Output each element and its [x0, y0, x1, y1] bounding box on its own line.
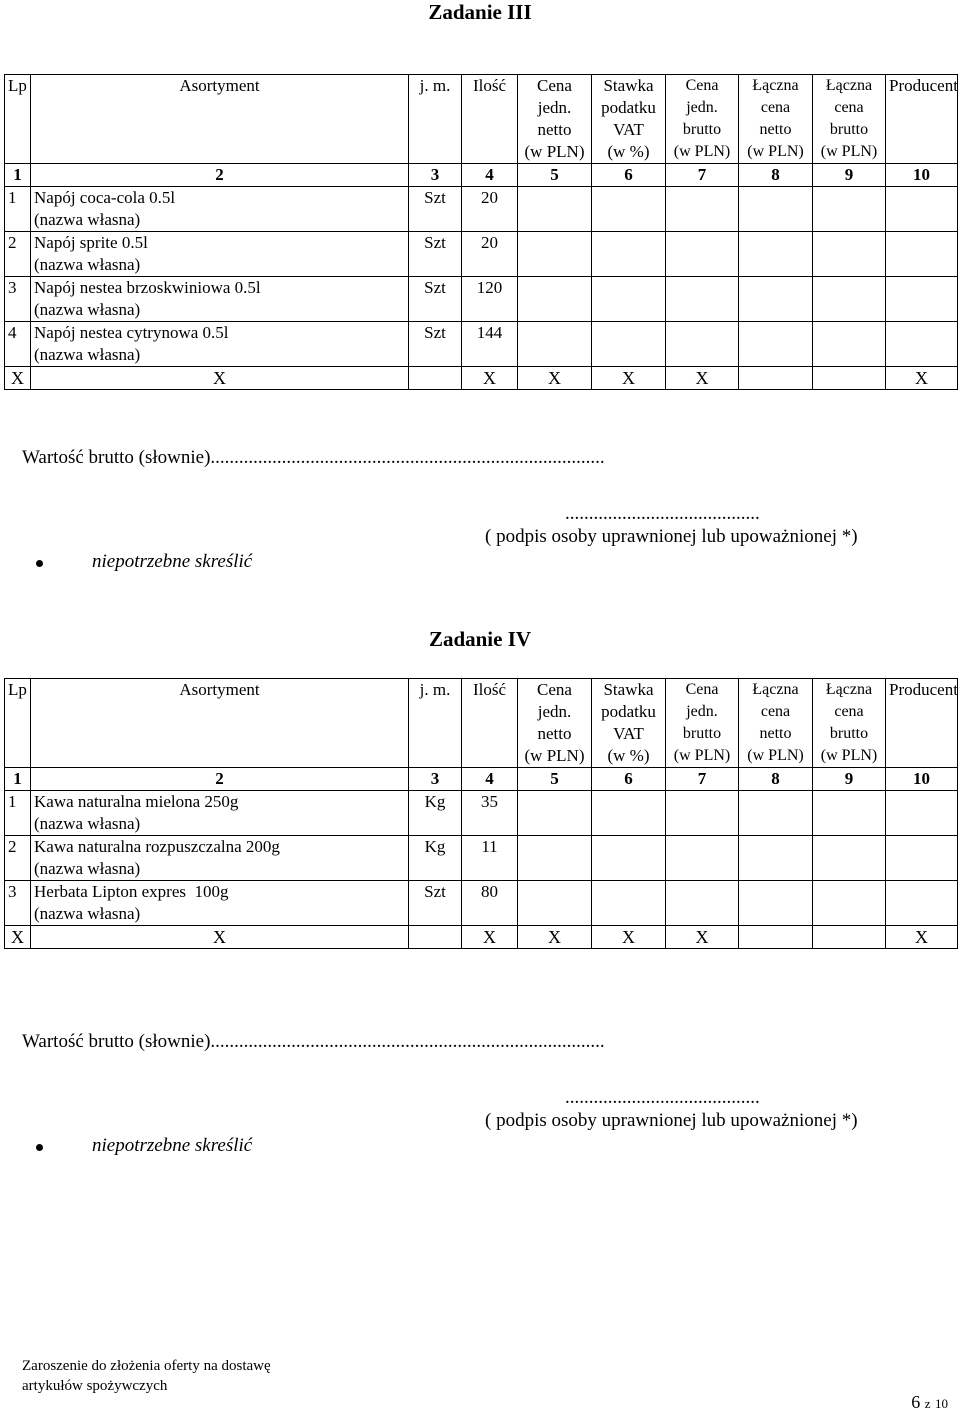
header-text: VAT: [613, 120, 644, 139]
header-text: podatku: [601, 98, 656, 117]
table-row: [5, 277, 958, 322]
row-product: [31, 791, 409, 836]
header-jm: j. m.: [409, 679, 462, 768]
header-text: (w PLN): [524, 142, 585, 161]
table-row: [5, 791, 958, 836]
row-product: [31, 277, 409, 322]
cell-empty: [813, 322, 886, 367]
bullet-icon: [36, 1144, 43, 1151]
cell-empty: [666, 836, 739, 881]
cell-empty: [813, 277, 886, 322]
cell-empty: [739, 367, 813, 390]
row-unit: Kg: [409, 791, 462, 836]
header-laczna-netto: [739, 75, 813, 164]
row-lp: 4: [5, 322, 31, 367]
page-separator: z: [924, 1396, 931, 1411]
table-header-row: [5, 679, 958, 768]
column-number: 10: [886, 164, 958, 187]
cell-empty: [409, 367, 462, 390]
column-number: 6: [592, 164, 666, 187]
header-laczna-brutto: [813, 679, 886, 768]
header-ilosc: Ilość: [462, 75, 518, 164]
x-mark: X: [666, 926, 739, 949]
cell-empty: [886, 791, 958, 836]
column-number: 4: [462, 164, 518, 187]
cell-empty: [592, 277, 666, 322]
header-text: cena: [760, 99, 791, 116]
product-name: Kawa naturalna mielona 250g: [34, 792, 239, 811]
footer-line: artykułów spożywczych: [22, 1378, 168, 1394]
cell-empty: [813, 367, 886, 390]
row-unit: Szt: [409, 232, 462, 277]
x-mark: X: [886, 367, 958, 390]
column-number: 1: [5, 164, 31, 187]
row-lp: 2: [5, 232, 31, 277]
signature-dots: .........................................: [565, 503, 760, 524]
signature-label: ( podpis osoby uprawnionej lub upoważnionej *): [485, 526, 858, 547]
cell-empty: [886, 232, 958, 277]
cell-empty: [518, 836, 592, 881]
product-own-name: (nazwa własna): [34, 210, 141, 229]
x-mark: X: [31, 367, 409, 390]
summary-row: [5, 926, 958, 949]
x-mark: X: [886, 926, 958, 949]
column-number: 9: [813, 768, 886, 791]
header-text: netto: [759, 121, 792, 138]
column-number: 3: [409, 164, 462, 187]
row-product: [31, 836, 409, 881]
cell-empty: [666, 791, 739, 836]
cell-empty: [518, 881, 592, 926]
x-mark: X: [592, 926, 666, 949]
cell-empty: [592, 322, 666, 367]
cell-empty: [666, 187, 739, 232]
x-mark: X: [31, 926, 409, 949]
row-quantity: 144: [462, 322, 518, 367]
header-text: (w %): [607, 142, 650, 161]
header-lp: Lp: [5, 679, 31, 768]
header-cena-netto: [518, 75, 592, 164]
product-own-name: (nazwa własna): [34, 814, 141, 833]
row-lp: 2: [5, 836, 31, 881]
header-jm: j. m.: [409, 75, 462, 164]
row-lp: 1: [5, 187, 31, 232]
column-number: 8: [739, 768, 813, 791]
strike-out-note: niepotrzebne skreślić: [92, 551, 253, 572]
x-mark: X: [518, 367, 592, 390]
product-own-name: (nazwa własna): [34, 904, 141, 923]
signature-label: ( podpis osoby uprawnionej lub upoważnionej *): [485, 1110, 858, 1131]
x-mark: X: [666, 367, 739, 390]
header-text: brutto: [682, 121, 722, 138]
header-text: brutto: [829, 725, 869, 742]
header-text: cena: [834, 99, 864, 116]
header-text: (w PLN): [747, 747, 804, 764]
row-unit: Kg: [409, 836, 462, 881]
header-laczna-brutto: [813, 75, 886, 164]
row-quantity: 35: [462, 791, 518, 836]
header-vat: [592, 679, 666, 768]
row-product: [31, 187, 409, 232]
header-text: VAT: [613, 724, 644, 743]
header-text: Łączna: [825, 681, 873, 698]
header-text: (w PLN): [673, 143, 731, 160]
header-text: netto: [759, 725, 792, 742]
cell-empty: [886, 322, 958, 367]
header-vat: [592, 75, 666, 164]
header-ilosc: Ilość: [462, 679, 518, 768]
product-own-name: (nazwa własna): [34, 345, 141, 364]
header-text: Cena: [685, 681, 719, 698]
product-own-name: (nazwa własna): [34, 859, 141, 878]
header-text: Łączna: [752, 681, 799, 698]
column-number: 10: [886, 768, 958, 791]
gross-value-words-line: Wartość brutto (słownie)...................................................................................: [22, 1031, 605, 1052]
cell-empty: [666, 322, 739, 367]
column-number: 2: [31, 164, 409, 187]
header-producent: Producent: [886, 75, 958, 164]
strike-out-note: niepotrzebne skreślić: [92, 1135, 253, 1156]
table-row: [5, 322, 958, 367]
header-text: (w PLN): [524, 746, 585, 765]
row-product: [31, 232, 409, 277]
bullet-icon: [36, 560, 43, 567]
product-own-name: (nazwa własna): [34, 300, 141, 319]
cell-empty: [666, 277, 739, 322]
cell-empty: [886, 187, 958, 232]
column-number: 6: [592, 768, 666, 791]
header-text: Cena: [685, 77, 719, 94]
cell-empty: [409, 926, 462, 949]
column-number: 8: [739, 164, 813, 187]
section-title-task3: Zadanie III: [428, 0, 532, 24]
product-name: Napój sprite 0.5l: [34, 233, 148, 252]
cell-empty: [518, 187, 592, 232]
cell-empty: [739, 277, 813, 322]
cell-empty: [739, 926, 813, 949]
header-text: cena: [834, 703, 864, 720]
header-cena-brutto: [666, 679, 739, 768]
header-text: (w PLN): [747, 143, 804, 160]
cell-empty: [592, 836, 666, 881]
cell-empty: [518, 232, 592, 277]
cell-empty: [813, 791, 886, 836]
cell-empty: [813, 187, 886, 232]
row-unit: Szt: [409, 322, 462, 367]
offer-table-task4: [4, 678, 958, 949]
header-text: podatku: [601, 702, 656, 721]
gross-value-words-line: Wartość brutto (słownie)...................................................................................: [22, 447, 605, 468]
row-unit: Szt: [409, 187, 462, 232]
header-asortyment: Asortyment: [31, 679, 409, 768]
x-mark: X: [5, 926, 31, 949]
column-number: 3: [409, 768, 462, 791]
header-text: (w PLN): [673, 747, 731, 764]
column-number: 7: [666, 164, 739, 187]
product-own-name: (nazwa własna): [34, 255, 141, 274]
cell-empty: [813, 836, 886, 881]
row-quantity: 20: [462, 187, 518, 232]
header-text: (w PLN): [820, 747, 878, 764]
column-number-row: [5, 768, 958, 791]
column-number: 1: [5, 768, 31, 791]
row-unit: Szt: [409, 277, 462, 322]
header-text: jedn.: [537, 702, 572, 721]
header-text: jedn.: [537, 98, 572, 117]
header-text: Stawka: [603, 76, 654, 95]
cell-empty: [739, 232, 813, 277]
cell-empty: [592, 791, 666, 836]
cell-empty: [739, 836, 813, 881]
header-text: brutto: [682, 725, 722, 742]
header-text: netto: [537, 724, 572, 743]
cell-empty: [518, 277, 592, 322]
product-name: Kawa naturalna rozpuszczalna 200g: [34, 837, 280, 856]
column-number: 5: [518, 768, 592, 791]
offer-table-task3: [4, 74, 958, 390]
row-lp: 3: [5, 277, 31, 322]
table-row: [5, 836, 958, 881]
cell-empty: [739, 791, 813, 836]
header-text: Cena: [537, 680, 572, 699]
header-text: (w %): [607, 746, 650, 765]
header-text: jedn.: [686, 703, 718, 720]
table-row: [5, 232, 958, 277]
header-text: Cena: [537, 76, 572, 95]
cell-empty: [813, 881, 886, 926]
cell-empty: [666, 881, 739, 926]
x-mark: X: [462, 367, 518, 390]
page-current: 6: [911, 1392, 921, 1412]
page-total: 10: [935, 1396, 948, 1411]
column-number-row: [5, 164, 958, 187]
signature-dots: .........................................: [565, 1087, 760, 1108]
cell-empty: [592, 187, 666, 232]
page-footer: [22, 1356, 271, 1396]
cell-empty: [739, 881, 813, 926]
summary-row: [5, 367, 958, 390]
cell-empty: [518, 791, 592, 836]
header-text: cena: [760, 703, 791, 720]
cell-empty: [739, 187, 813, 232]
cell-empty: [592, 232, 666, 277]
header-cena-netto: [518, 679, 592, 768]
header-text: (w PLN): [820, 143, 878, 160]
table-row: [5, 187, 958, 232]
column-number: 9: [813, 164, 886, 187]
table-header-row: [5, 75, 958, 164]
column-number: 5: [518, 164, 592, 187]
cell-empty: [886, 836, 958, 881]
header-text: Łączna: [825, 77, 873, 94]
row-unit: Szt: [409, 881, 462, 926]
x-mark: X: [592, 367, 666, 390]
footer-line: Zaroszenie do złożenia oferty na dostawę: [22, 1358, 271, 1374]
cell-empty: [886, 277, 958, 322]
section-title-task4: Zadanie IV: [428, 627, 532, 651]
product-name: Napój nestea cytrynowa 0.5l: [34, 323, 229, 342]
row-quantity: 20: [462, 232, 518, 277]
cell-empty: [666, 232, 739, 277]
cell-empty: [886, 881, 958, 926]
row-quantity: 11: [462, 836, 518, 881]
header-asortyment: Asortyment: [31, 75, 409, 164]
product-name: Napój nestea brzoskwiniowa 0.5l: [34, 278, 261, 297]
row-product: [31, 881, 409, 926]
cell-empty: [813, 232, 886, 277]
cell-empty: [739, 322, 813, 367]
column-number: 4: [462, 768, 518, 791]
header-producent: Producent: [886, 679, 958, 768]
table-row: [5, 881, 958, 926]
header-lp: Lp: [5, 75, 31, 164]
column-number: 2: [31, 768, 409, 791]
cell-empty: [813, 926, 886, 949]
header-cena-brutto: [666, 75, 739, 164]
row-quantity: 120: [462, 277, 518, 322]
x-mark: X: [518, 926, 592, 949]
row-product: [31, 322, 409, 367]
header-text: Łączna: [752, 77, 799, 94]
cell-empty: [592, 881, 666, 926]
header-text: jedn.: [686, 99, 718, 116]
header-text: netto: [537, 120, 572, 139]
product-name: Napój coca-cola 0.5l: [34, 188, 176, 207]
header-text: brutto: [829, 121, 869, 138]
page-number: [911, 1392, 948, 1413]
cell-empty: [518, 322, 592, 367]
x-mark: X: [5, 367, 31, 390]
row-lp: 1: [5, 791, 31, 836]
column-number: 7: [666, 768, 739, 791]
row-quantity: 80: [462, 881, 518, 926]
header-text: Stawka: [603, 680, 654, 699]
row-lp: 3: [5, 881, 31, 926]
header-laczna-netto: [739, 679, 813, 768]
x-mark: X: [462, 926, 518, 949]
product-name: Herbata Lipton expres 100g: [34, 882, 229, 901]
